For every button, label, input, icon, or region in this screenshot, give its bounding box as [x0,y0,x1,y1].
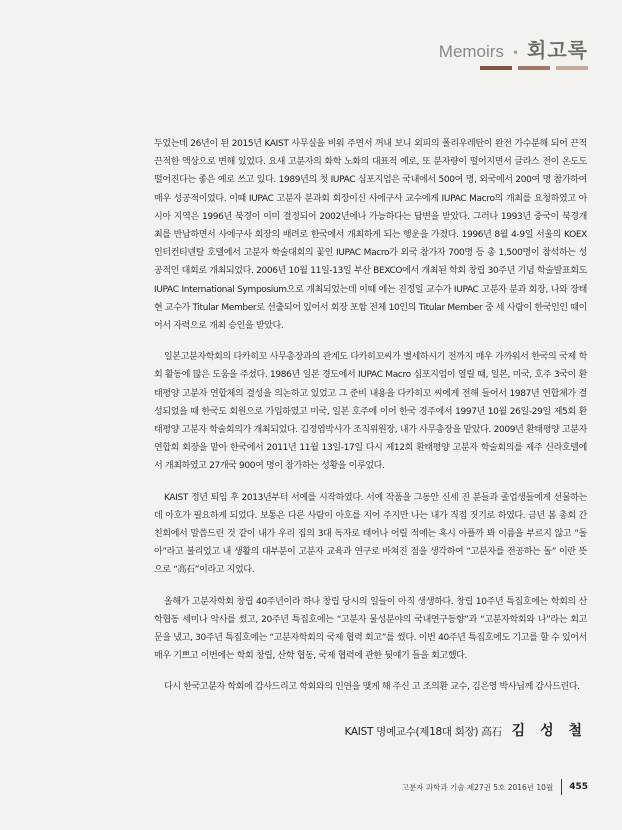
page-footer [402,779,588,795]
article-paragraph: 일본고분자학회의 다카히꼬 사무총장과의 관계도 다카히꼬씨가 별세하시기 전까지 매우 가까워서 한국의 국제 학회 활동에 많은 도움을 주셨다. 1986년 일본 경도에서 IUPAC Macro 심포지엄이 열릴 때, 일본, 미국, 호주 3국이 환태평양 고분자 연합체의 결성을 의논하고 있었고 그 준비 내용을 다카히꼬 씨에게 전해 들어서 1987년 연합체가 결성되었을 때 한국도 회원으로 가입하였고 미국, 일본 호주에 이어 한국 경주에서 1997년 10월 26일-29일 제5회 환태평양 고분자 학술회의가 개최되었다. 김정엽박사가 조직위원장, 내가 사무총장을 맡았다. 2009년 환태평양 고분자 연합회 회장을 맡아 한국에서 2011년 11월 13일-17일 다시 제12회 환태평양 고분자 학술회의를 제주 신라호텔에서 개최하였고 27개국 900여 명이 참가하는 성황을 이루었다. [154,352,587,472]
bullet-dot-icon: • [511,46,520,60]
author-name: 김 성 철 [511,723,587,739]
article-paragraph: 다시 한국고분자 학회에 감사드리고 학회와의 인연을 맺게 해 주신 고 조의환 교수, 김은영 박사님께 감사드린다. [164,682,580,693]
header-bar [556,66,588,70]
author-signature [345,720,588,740]
article-paragraph: 올해가 고분자학회 창립 40주년이라 하나 창립 당시의 일들이 아직 생생하다. 창립 10주년 특집호에는 학회의 산학협동 세미나 악사를 썼고, 20주년 특집호에는 “고분자 물성분야의 국내연구동향”과 “고분자학회와 나”라는 회고문을 냈고, 30주년 특집호에는 “고분자학회의 국제 협력 회고”를 썼다. 이번 40주년 특집호에도 기고를 할 수 있어서 매우 기쁘고 이번에는 학회 창립, 산학 협동, 국제 협력에 관한 뒷얘기 들을 회고했다. [154,596,587,662]
section-title-ko: 회고록 [527,38,588,62]
footer-divider [561,779,562,795]
article-paragraph: 두었는데 26년이 된 2015년 KAIST 사무실을 비워 주면서 꺼내 보니 외피의 폴리우레탄이 완전 가수분해 되어 끈적끈적한 액상으로 변해 있었다. 요새 고분자의 화학 노화의 대표적 예로, 또 분자량이 떨어지면서 글라스 전이 온도도 떨어진다는 좋은 예로 쓰고 있다. 1989년의 첫 IUPAC 심포지엄은 국내에서 500여 명, 외국에서 200여 명 참가하여 매우 성공적이었다. 이때 IUPAC 고분자 분과회 회장이신 사에구사 교수에게 IUPAC Macro의 개최를 요청하였고 아시아 지역은 1996년 북경이 이미 결정되어 2002년에나 가능하다는 답변을 받았다. 그러나 1993년 중국이 북경개최를 반납하면서 사에구사 회장의 배려로 한국에서 개최하게 되는 행운을 가졌다. 1996년 8월 4-9일 서울의 KOEX 인터컨티넨탈 호텔에서 고분자 학술대회의 꽃인 IUPAC Macro가 외국 참가자 700명 등 총 1,500명이 참석하는 성공적인 대회로 개최되었다. 2006년 10월 11일-13일 부산 BEXCO에서 개최된 학회 창립 30주년 기념 학술발표회도 IUPAC International Symposium으로 개최되었는데 이때 에는 진정일 교수가 IUPAC 고분자 분과 회장, 나와 장태현 교수가 Titular Member로 선출되어 있어서 회장 포함 전체 10인의 Titular Member 중 세 사람이 한국인인 때이어서 자력으로 개최 승인을 받았다. [154,139,587,332]
section-title-en: Memoirs [438,42,504,61]
author-affiliation: KAIST 명예교수(제18대 회장) 高石 [344,726,502,738]
article-paragraph: KAIST 정년 퇴임 후 2013년부터 서예를 시작하였다. 서예 작품을 그동안 신세 진 분들과 졸업생들에게 선물하는데 아호가 필요하게 되었다. 보통은 다른 사람이 아호를 지어 주지만 나는 내가 직접 짓기로 하였다. 금년 봄 총회 간친회에서 말씀드린 것 같이 내가 우리 집의 3대 독자로 태어나 어릴 적에는 혹시 아플까 봐 이름을 부르지 않고 “돌아”라고 불리었고 내 생활의 대부분이 고분자 교육과 연구로 바쳐진 점을 생각하여 “고분자를 전공하는 돌” 이란 뜻으로 “高石”이라고 지었다. [154,492,587,576]
header-decorative-bars [480,66,588,70]
article-body [154,135,587,710]
header-bar [480,66,512,70]
journal-info: 고분자 과학과 기술 제27권 5호 2016년 10월 [401,782,554,792]
page-number: 455 [569,782,588,792]
section-header [439,34,588,63]
header-bar [518,66,550,70]
